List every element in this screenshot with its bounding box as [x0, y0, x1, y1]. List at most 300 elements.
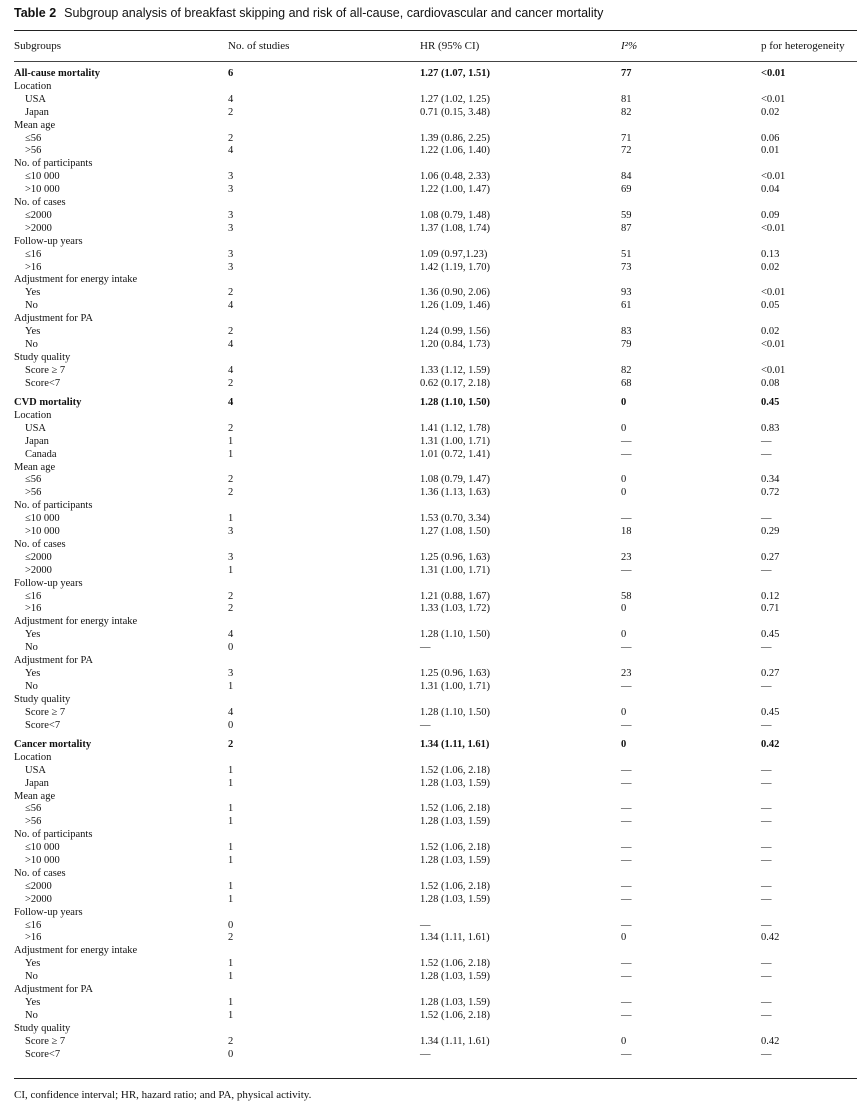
group-header-row — [0, 693, 865, 706]
cell-studies: 1 — [228, 513, 234, 525]
table-label: Table 2 — [14, 6, 57, 20]
cell-hr: 1.22 (1.00, 1.47) — [420, 184, 490, 196]
table-row — [0, 667, 865, 680]
cell-subgroup: Score<7 — [25, 1048, 61, 1060]
cell-p: — — [761, 642, 772, 654]
table-row — [0, 719, 865, 732]
cell-studies: 2 — [228, 603, 234, 615]
cell-studies: 3 — [228, 248, 234, 260]
cell-p: — — [761, 958, 772, 970]
cell-i2: 71 — [621, 132, 632, 144]
cell-subgroup: ≤2000 — [25, 551, 52, 563]
cell-subgroup: >56 — [25, 816, 42, 828]
group-header-row — [0, 577, 865, 590]
cell-p: 0.45 — [761, 706, 780, 718]
cell-subgroup: Follow-up years — [14, 577, 83, 589]
cell-studies: 0 — [228, 919, 234, 931]
cell-p: <0.01 — [761, 338, 786, 350]
cell-studies: 1 — [228, 893, 234, 905]
table-row — [0, 486, 865, 499]
cell-p: 0.72 — [761, 487, 780, 499]
table-row — [0, 1009, 865, 1022]
table-row — [0, 364, 865, 377]
table-row — [0, 448, 865, 461]
cell-hr: 1.39 (0.86, 2.25) — [420, 132, 490, 144]
cell-p: — — [761, 855, 772, 866]
cell-studies: 2 — [228, 132, 234, 144]
table-row — [0, 338, 865, 351]
cell-i2: 84 — [621, 171, 632, 183]
cell-subgroup: >56 — [25, 487, 42, 499]
cell-i2: — — [621, 513, 632, 525]
cell-p: — — [761, 1048, 772, 1060]
cell-hr: 1.28 (1.10, 1.50) — [420, 397, 490, 408]
cell-i2: — — [621, 564, 632, 576]
cell-subgroup: Adjustment for PA — [14, 984, 93, 995]
cell-i2: 82 — [621, 364, 632, 376]
group-header-row — [0, 312, 865, 325]
cell-subgroup: ≤2000 — [25, 209, 52, 221]
cell-p: 0.08 — [761, 377, 780, 389]
cell-p: 0.45 — [761, 629, 780, 641]
cell-subgroup: No — [25, 1009, 38, 1021]
cell-subgroup: USA — [25, 93, 47, 105]
table-row — [0, 422, 865, 435]
cell-hr: — — [420, 919, 431, 931]
cell-hr: 1.33 (1.12, 1.59) — [420, 364, 490, 376]
cell-studies: 3 — [228, 551, 234, 563]
cell-subgroup: >16 — [25, 261, 42, 273]
group-header-row — [0, 157, 865, 170]
cell-hr: 1.34 (1.11, 1.61) — [420, 932, 490, 944]
cell-studies: 2 — [228, 738, 234, 750]
cell-studies: 4 — [228, 364, 234, 376]
cell-p: — — [761, 680, 772, 692]
cell-p: <0.01 — [761, 93, 786, 105]
cell-hr: 0.71 (0.15, 3.48) — [420, 106, 490, 118]
cell-studies: 3 — [228, 184, 234, 196]
cell-i2: 0 — [621, 397, 627, 408]
cell-subgroup: ≤10 000 — [25, 171, 60, 183]
cell-i2: — — [621, 958, 632, 970]
cell-hr: 1.52 (1.06, 2.18) — [420, 880, 490, 892]
cell-subgroup: No. of participants — [14, 158, 93, 170]
table-row — [0, 144, 865, 157]
cell-hr: 1.28 (1.03, 1.59) — [420, 996, 490, 1008]
cell-subgroup: Japan — [25, 435, 49, 447]
cell-subgroup: Yes — [25, 287, 41, 299]
cell-p: — — [761, 1009, 772, 1021]
cell-hr: 1.52 (1.06, 2.18) — [420, 764, 490, 776]
cell-subgroup: Score ≥ 7 — [25, 364, 66, 376]
cell-p: 0.29 — [761, 526, 780, 537]
cell-p: — — [761, 880, 772, 892]
cell-p: — — [761, 564, 772, 576]
table-row — [0, 248, 865, 261]
cell-studies: 0 — [228, 642, 234, 654]
cell-studies: 1 — [228, 777, 234, 789]
table-row — [0, 957, 865, 970]
cell-hr: 1.31 (1.00, 1.71) — [420, 564, 490, 576]
cell-subgroup: No — [25, 680, 38, 692]
cell-i2: — — [621, 1009, 632, 1021]
cell-p: 0.01 — [761, 145, 780, 157]
cell-p: — — [761, 777, 772, 789]
cell-hr: 1.36 (0.90, 2.06) — [420, 287, 490, 299]
cell-subgroup: Cancer mortality — [14, 738, 92, 750]
cell-studies: 4 — [228, 706, 234, 718]
cell-p: <0.01 — [761, 287, 786, 299]
cell-subgroup: No. of cases — [14, 538, 66, 550]
cell-subgroup: Adjustment for energy intake — [14, 274, 138, 286]
table-row — [0, 841, 865, 854]
cell-subgroup: No — [25, 300, 38, 312]
group-header-row — [0, 828, 865, 841]
cell-studies: 4 — [228, 145, 234, 157]
header-hr-ci: HR (95% CI) — [420, 40, 480, 52]
cell-p: — — [761, 893, 772, 905]
cell-i2: 51 — [621, 248, 632, 260]
cell-hr: — — [420, 642, 431, 654]
cell-subgroup: CVD mortality — [14, 397, 82, 408]
cell-studies: 6 — [228, 68, 234, 79]
table-row — [0, 222, 865, 235]
cell-studies: 1 — [228, 680, 234, 692]
table-row — [0, 815, 865, 828]
cell-p: <0.01 — [761, 364, 786, 376]
cell-i2: 73 — [621, 261, 632, 273]
cell-hr: 1.25 (0.96, 1.63) — [420, 551, 490, 563]
group-header-row — [0, 196, 865, 209]
cell-subgroup: >10 000 — [25, 526, 60, 537]
cell-subgroup: Location — [14, 409, 52, 421]
table-row — [0, 564, 865, 577]
cell-i2: 0 — [621, 706, 627, 718]
cell-subgroup: Yes — [25, 629, 41, 641]
cell-studies: 1 — [228, 996, 234, 1008]
cell-p: 0.06 — [761, 132, 780, 144]
group-header-row — [0, 119, 865, 132]
cell-p: 0.05 — [761, 300, 780, 312]
cell-hr: 1.26 (1.09, 1.46) — [420, 300, 490, 312]
table-row — [0, 680, 865, 693]
table-row — [0, 377, 865, 390]
cell-hr: 1.28 (1.03, 1.59) — [420, 971, 490, 983]
group-header-row — [0, 499, 865, 512]
group-header-row — [0, 654, 865, 667]
group-header-row — [0, 790, 865, 803]
cell-hr: 1.53 (0.70, 3.34) — [420, 513, 490, 525]
cell-subgroup: >2000 — [25, 893, 52, 905]
outcome-row — [0, 396, 865, 409]
cell-hr: 1.36 (1.13, 1.63) — [420, 487, 490, 499]
cell-p: <0.01 — [761, 171, 786, 183]
group-header-row — [0, 983, 865, 996]
cell-hr: 1.52 (1.06, 2.18) — [420, 1009, 490, 1021]
cell-i2: 23 — [621, 551, 632, 563]
group-header-row — [0, 906, 865, 919]
cell-subgroup: Study quality — [14, 351, 71, 363]
cell-hr: — — [420, 719, 431, 731]
cell-p: — — [761, 919, 772, 931]
cell-subgroup: ≤16 — [25, 919, 42, 931]
outcome-row — [0, 738, 865, 751]
cell-studies: 1 — [228, 816, 234, 828]
table-row — [0, 590, 865, 603]
header-i-squared: I²% — [621, 40, 638, 52]
cell-subgroup: >10 000 — [25, 855, 60, 866]
header-subgroups: Subgroups — [14, 40, 62, 52]
cell-hr: 1.27 (1.08, 1.50) — [420, 526, 490, 537]
group-header-row — [0, 944, 865, 957]
cell-i2: — — [621, 448, 632, 460]
cell-subgroup: Yes — [25, 958, 41, 970]
group-header-row — [0, 461, 865, 474]
cell-studies: 4 — [228, 338, 234, 350]
cell-studies: 2 — [228, 422, 234, 434]
cell-p: 0.45 — [761, 397, 780, 408]
cell-i2: 0 — [621, 603, 627, 615]
cell-hr: 1.52 (1.06, 2.18) — [420, 842, 490, 854]
cell-studies: 3 — [228, 209, 234, 221]
table-row — [0, 286, 865, 299]
group-header-row — [0, 351, 865, 364]
cell-subgroup: ≤56 — [25, 803, 42, 815]
group-header-row — [0, 615, 865, 628]
cell-hr: 1.20 (0.84, 1.73) — [420, 338, 490, 350]
cell-studies: 2 — [228, 932, 234, 944]
table-row — [0, 628, 865, 641]
group-header-row — [0, 538, 865, 551]
cell-subgroup: >16 — [25, 603, 42, 615]
cell-hr: 1.37 (1.08, 1.74) — [420, 222, 490, 234]
cell-i2: — — [621, 764, 632, 776]
table-row — [0, 764, 865, 777]
cell-studies: 2 — [228, 1035, 234, 1047]
cell-subgroup: Follow-up years — [14, 235, 83, 247]
cell-p: — — [761, 842, 772, 854]
group-header-row — [0, 80, 865, 93]
cell-i2: — — [621, 680, 632, 692]
cell-hr: 1.22 (1.06, 1.40) — [420, 145, 490, 157]
cell-subgroup: USA — [25, 764, 47, 776]
cell-subgroup: ≤16 — [25, 248, 42, 260]
cell-p: 0.02 — [761, 261, 780, 273]
cell-studies: 3 — [228, 526, 234, 537]
cell-subgroup: Score ≥ 7 — [25, 706, 66, 718]
cell-hr: 1.31 (1.00, 1.71) — [420, 680, 490, 692]
cell-studies: 1 — [228, 435, 234, 447]
cell-studies: 2 — [228, 326, 234, 337]
table-row — [0, 170, 865, 183]
cell-hr: 1.33 (1.03, 1.72) — [420, 603, 490, 615]
cell-studies: 4 — [228, 397, 234, 408]
cell-hr: 1.27 (1.02, 1.25) — [420, 93, 490, 105]
cell-hr: 1.34 (1.11, 1.61) — [420, 1035, 490, 1047]
cell-subgroup: >2000 — [25, 222, 52, 234]
cell-subgroup: Study quality — [14, 1022, 71, 1034]
cell-hr: 1.52 (1.06, 2.18) — [420, 803, 490, 815]
cell-subgroup: ≤2000 — [25, 880, 52, 892]
cell-i2: — — [621, 880, 632, 892]
cell-i2: 0 — [621, 932, 627, 944]
bottom-rule — [14, 1078, 857, 1079]
cell-i2: 87 — [621, 222, 632, 234]
cell-subgroup: No. of cases — [14, 197, 66, 208]
cell-p: 0.04 — [761, 184, 780, 196]
cell-i2: 58 — [621, 590, 632, 602]
table-row — [0, 325, 865, 338]
cell-p: 0.27 — [761, 667, 780, 679]
cell-p: 0.42 — [761, 932, 780, 944]
cell-p: 0.27 — [761, 551, 780, 563]
cell-i2: 0 — [621, 1035, 627, 1047]
cell-i2: — — [621, 435, 632, 447]
cell-subgroup: >10 000 — [25, 184, 60, 196]
cell-i2: 68 — [621, 377, 632, 389]
cell-subgroup: >2000 — [25, 564, 52, 576]
cell-i2: 69 — [621, 184, 632, 196]
table-row — [0, 919, 865, 932]
cell-hr: 1.27 (1.07, 1.51) — [420, 68, 490, 79]
table-row — [0, 106, 865, 119]
cell-i2: — — [621, 642, 632, 654]
cell-subgroup: Score<7 — [25, 377, 61, 389]
cell-studies: 1 — [228, 448, 234, 460]
cell-subgroup: >16 — [25, 932, 42, 944]
cell-subgroup: All-cause mortality — [14, 68, 101, 79]
cell-i2: — — [621, 919, 632, 931]
cell-i2: — — [621, 719, 632, 731]
cell-p: 0.42 — [761, 1035, 780, 1047]
cell-subgroup: ≤16 — [25, 590, 42, 602]
cell-p: — — [761, 971, 772, 983]
cell-i2: — — [621, 996, 632, 1008]
cell-p: 0.02 — [761, 326, 780, 337]
cell-p: 0.42 — [761, 738, 780, 750]
cell-hr: 1.08 (0.79, 1.47) — [420, 474, 490, 486]
cell-i2: 0 — [621, 474, 627, 486]
cell-studies: 1 — [228, 958, 234, 970]
cell-subgroup: Study quality — [14, 693, 71, 705]
cell-hr: 1.28 (1.10, 1.50) — [420, 629, 490, 641]
cell-p: — — [761, 435, 772, 447]
cell-studies: 2 — [228, 474, 234, 486]
cell-subgroup: Score<7 — [25, 719, 61, 731]
cell-i2: 0 — [621, 487, 627, 499]
cell-p: 0.12 — [761, 590, 780, 602]
table-row — [0, 473, 865, 486]
cell-studies: 1 — [228, 803, 234, 815]
cell-subgroup: ≤56 — [25, 132, 42, 144]
cell-studies: 2 — [228, 590, 234, 602]
table-row — [0, 512, 865, 525]
table-row — [0, 1048, 865, 1061]
cell-i2: 83 — [621, 326, 632, 337]
cell-hr: 1.31 (1.00, 1.71) — [420, 435, 490, 447]
cell-hr: 1.41 (1.12, 1.78) — [420, 422, 490, 434]
cell-i2: 0 — [621, 629, 627, 641]
cell-studies: 1 — [228, 564, 234, 576]
group-header-row — [0, 235, 865, 248]
table-row — [0, 1035, 865, 1048]
cell-subgroup: Adjustment for energy intake — [14, 945, 138, 957]
cell-subgroup: Mean age — [14, 790, 56, 802]
cell-hr: 1.42 (1.19, 1.70) — [420, 261, 490, 273]
cell-hr: 1.21 (0.88, 1.67) — [420, 590, 490, 602]
cell-p: — — [761, 764, 772, 776]
table-row — [0, 132, 865, 145]
table-row — [0, 209, 865, 222]
cell-p: 0.02 — [761, 106, 780, 118]
table-row — [0, 435, 865, 448]
table-row — [0, 602, 865, 615]
group-header-row — [0, 1022, 865, 1035]
cell-subgroup: ≤10 000 — [25, 513, 60, 525]
cell-studies: 1 — [228, 842, 234, 854]
cell-i2: — — [621, 855, 632, 866]
cell-hr: — — [420, 1048, 431, 1060]
table-row — [0, 706, 865, 719]
cell-hr: 1.28 (1.03, 1.59) — [420, 816, 490, 828]
cell-i2: 82 — [621, 106, 632, 118]
cell-i2: 81 — [621, 93, 632, 105]
table-row — [0, 641, 865, 654]
cell-i2: 0 — [621, 738, 627, 750]
cell-p: — — [761, 719, 772, 731]
cell-studies: 1 — [228, 880, 234, 892]
cell-p: — — [761, 513, 772, 525]
cell-subgroup: No. of participants — [14, 829, 93, 841]
cell-subgroup: Location — [14, 80, 52, 92]
cell-i2: — — [621, 777, 632, 789]
table-row — [0, 777, 865, 790]
cell-studies: 3 — [228, 222, 234, 234]
cell-i2: 93 — [621, 287, 632, 299]
cell-i2: — — [621, 1048, 632, 1060]
cell-p: — — [761, 803, 772, 815]
cell-studies: 2 — [228, 487, 234, 499]
group-header-row — [0, 751, 865, 764]
cell-p: 0.09 — [761, 209, 780, 221]
cell-subgroup: No — [25, 971, 38, 983]
cell-p: 0.13 — [761, 248, 780, 260]
outcome-row — [0, 67, 865, 80]
cell-subgroup: Mean age — [14, 461, 56, 473]
cell-p: 0.34 — [761, 474, 780, 486]
cell-hr: 1.34 (1.11, 1.61) — [420, 738, 490, 750]
cell-studies: 4 — [228, 93, 234, 105]
cell-subgroup: Adjustment for PA — [14, 655, 93, 666]
cell-subgroup: Yes — [25, 667, 41, 679]
cell-p: 0.71 — [761, 603, 780, 615]
table-row — [0, 802, 865, 815]
cell-studies: 0 — [228, 719, 234, 731]
cell-p: — — [761, 996, 772, 1008]
cell-studies: 1 — [228, 1009, 234, 1021]
cell-hr: 1.28 (1.10, 1.50) — [420, 706, 490, 718]
cell-studies: 1 — [228, 855, 234, 866]
cell-hr: 1.28 (1.03, 1.59) — [420, 855, 490, 866]
table-row — [0, 525, 865, 538]
cell-subgroup: Yes — [25, 326, 41, 337]
cell-subgroup: Adjustment for PA — [14, 313, 93, 325]
cell-i2: — — [621, 816, 632, 828]
table-row — [0, 931, 865, 944]
header-no-of-studies: No. of studies — [228, 40, 290, 52]
table-title: Subgroup analysis of breakfast skipping and risk of all-cause, cardiovascular and cancer mortality — [64, 6, 604, 20]
cell-subgroup: Japan — [25, 777, 49, 789]
